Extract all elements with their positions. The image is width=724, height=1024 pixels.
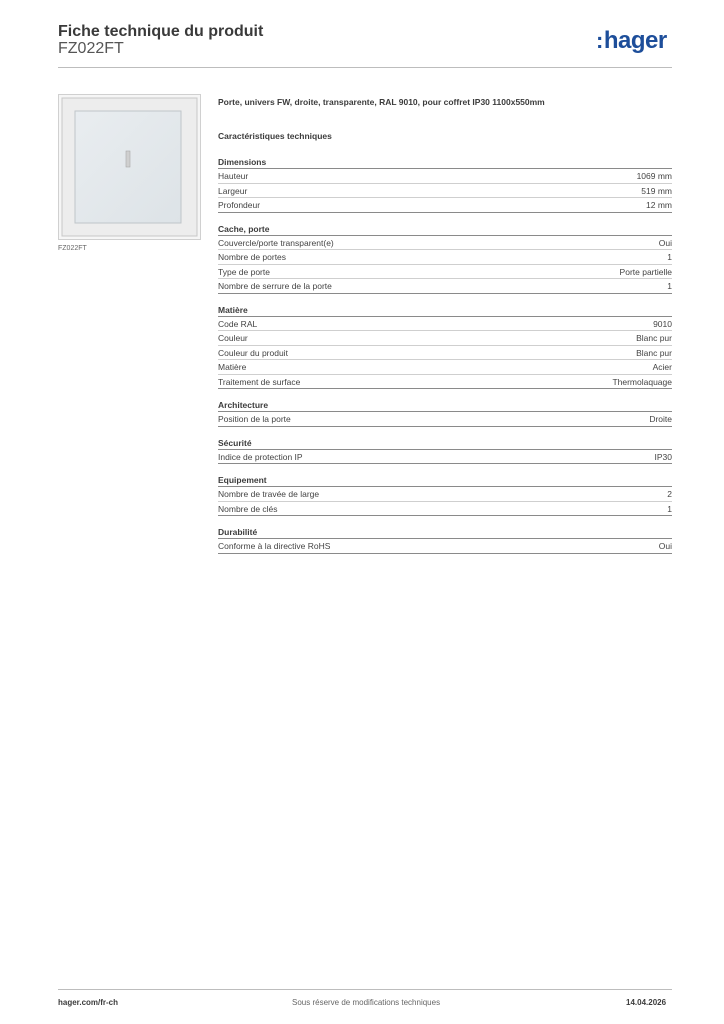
- section-architecture: [218, 399, 672, 427]
- section-title: Architecture: [218, 399, 672, 412]
- section-durabilite: [218, 526, 672, 554]
- product-reference: FZ022FT: [58, 40, 124, 57]
- row-value: Blanc pur: [636, 347, 672, 358]
- table-row: [218, 450, 672, 465]
- section-securite: [218, 437, 672, 465]
- table-row: [218, 250, 672, 265]
- row-value: Oui: [658, 237, 672, 248]
- table-row: [218, 265, 672, 280]
- table-row: [218, 360, 672, 375]
- characteristics-table: [218, 156, 672, 564]
- product-image: [58, 94, 201, 240]
- header-divider: [58, 67, 672, 68]
- product-description: Porte, univers FW, droite, transparente, RAL 9010, pour coffret IP30 1100x550mm: [218, 97, 545, 107]
- section-title: Cache, porte: [218, 223, 672, 236]
- row-label: Nombre de serrure de la porte: [218, 281, 332, 291]
- row-label: Position de la porte: [218, 414, 291, 424]
- footer-website-link[interactable]: hager.com/fr-ch: [58, 998, 119, 1007]
- row-label: Matière: [218, 362, 247, 372]
- section-cache-porte: [218, 223, 672, 294]
- logo-dots-icon: :: [596, 28, 603, 53]
- hager-logo[interactable]: [596, 29, 667, 53]
- row-label: Couleur du produit: [218, 347, 288, 358]
- page-title: Fiche technique du produit: [58, 23, 264, 40]
- table-row: [218, 412, 672, 427]
- row-value: 1: [667, 281, 672, 291]
- footer-divider: [58, 989, 672, 990]
- table-row: [218, 502, 672, 517]
- row-value: Blanc pur: [636, 333, 672, 343]
- row-value: 9010: [653, 318, 672, 329]
- row-label: Nombre de travée de large: [218, 489, 320, 499]
- section-matiere: [218, 304, 672, 390]
- section-dimensions: [218, 156, 672, 213]
- table-row: [218, 539, 672, 554]
- row-label: Largeur: [218, 185, 248, 196]
- logo-text: hager: [603, 27, 667, 54]
- row-label: Profondeur: [218, 200, 261, 210]
- row-label: Code RAL: [218, 318, 258, 329]
- row-label: Type de porte: [218, 266, 270, 277]
- row-label: Traitement de surface: [218, 376, 301, 387]
- row-value: 2: [667, 489, 672, 499]
- row-value: 519 mm: [641, 185, 672, 196]
- row-label: Indice de protection IP: [218, 451, 303, 462]
- table-row: [218, 317, 672, 332]
- row-value: 1: [667, 503, 672, 514]
- row-label: Nombre de portes: [218, 252, 287, 262]
- footer-disclaimer: Sous réserve de modifications techniques: [292, 998, 441, 1007]
- section-title: Sécurité: [218, 437, 672, 450]
- row-value: 1: [667, 252, 672, 262]
- row-value: 12 mm: [646, 200, 672, 210]
- row-value: Oui: [658, 541, 672, 551]
- row-label: Couvercle/porte transparent(e): [218, 237, 334, 248]
- row-value: Porte partielle: [619, 266, 672, 277]
- footer-date: 14.04.2026: [626, 998, 667, 1007]
- section-title: Durabilité: [218, 526, 672, 539]
- table-row: [218, 198, 672, 213]
- row-label: Hauteur: [218, 171, 249, 181]
- row-value: IP30: [654, 451, 672, 462]
- row-label: Conforme à la directive RoHS: [218, 541, 331, 551]
- table-row: [218, 346, 672, 361]
- table-row: [218, 331, 672, 346]
- door-icon: [59, 95, 200, 239]
- table-row: [218, 487, 672, 502]
- section-equipement: [218, 474, 672, 516]
- image-caption: FZ022FT: [58, 245, 87, 252]
- section-title: Dimensions: [218, 156, 672, 169]
- table-row: [218, 375, 672, 390]
- section-title: Equipement: [218, 474, 672, 487]
- row-value: Thermolaquage: [612, 376, 672, 387]
- table-row: [218, 169, 672, 184]
- table-row: [218, 236, 672, 251]
- characteristics-title: Caractéristiques techniques: [218, 131, 332, 141]
- row-value: Droite: [649, 414, 672, 424]
- row-value: Acier: [652, 362, 672, 372]
- table-row: [218, 279, 672, 294]
- row-label: Couleur: [218, 333, 248, 343]
- row-value: 1069 mm: [636, 171, 672, 181]
- section-title: Matière: [218, 304, 672, 317]
- row-label: Nombre de clés: [218, 503, 278, 514]
- table-row: [218, 184, 672, 199]
